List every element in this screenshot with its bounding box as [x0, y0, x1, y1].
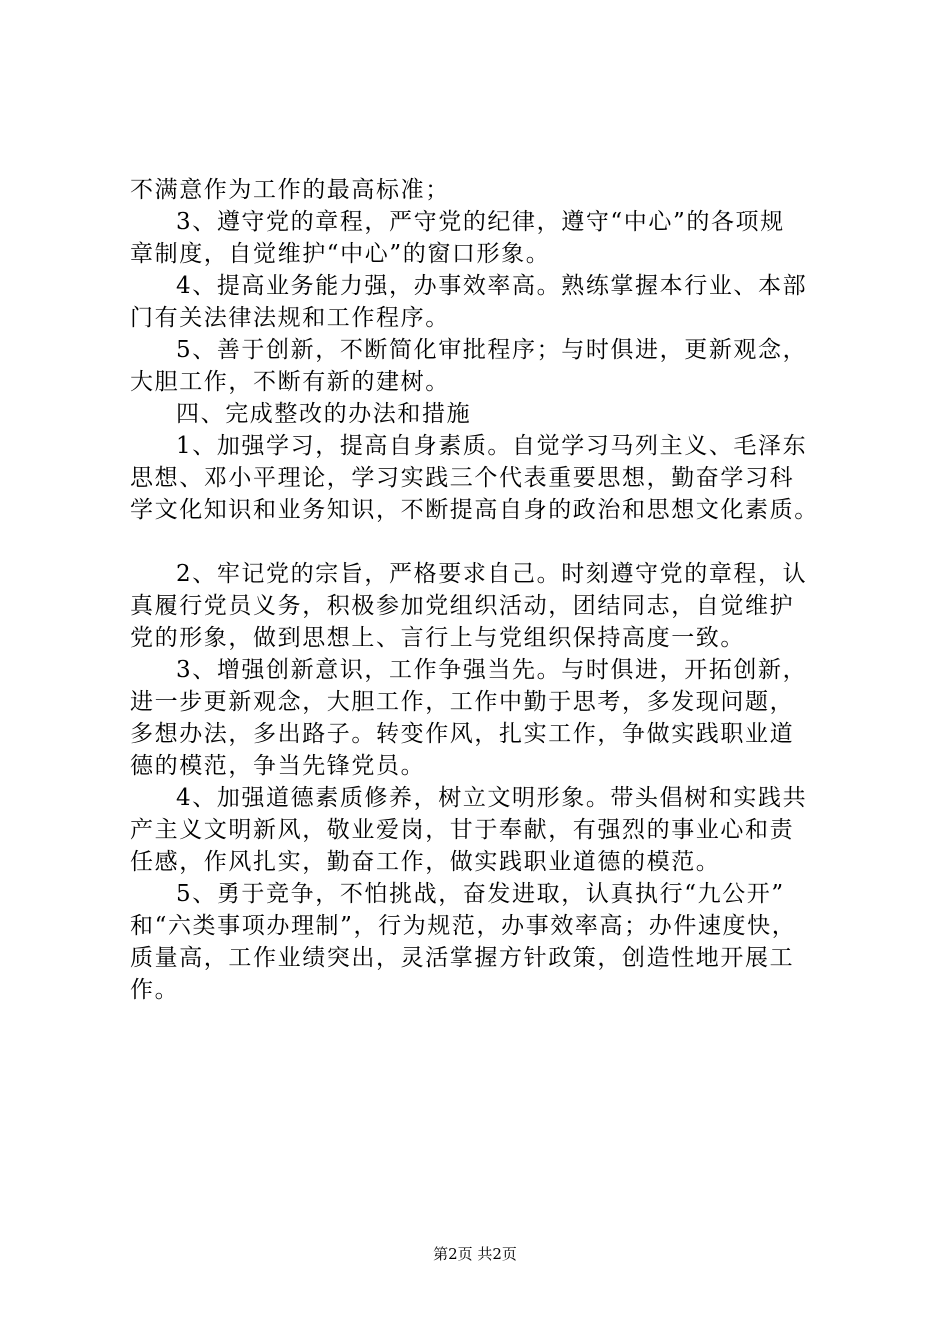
text-line: 产主义文明新风，敬业爱岗，甘于奉献，有强烈的事业心和责	[130, 817, 795, 843]
text-line: 5、勇于竞争，不怕挑战，奋发进取，认真执行“九公开”	[176, 881, 785, 907]
text-line: 不满意作为工作的最高标准；	[130, 177, 450, 203]
text-line: 2、牢记党的宗旨，严格要求自己。时刻遵守党的章程，认	[176, 561, 808, 587]
page-footer: 第2页 共2页	[433, 1245, 517, 1263]
text-line: 4、提高业务能力强，办事效率高。熟练掌握本行业、本部	[176, 273, 808, 299]
text-line: 任感，作风扎实，勤奋工作，做实践职业道德的模范。	[130, 849, 721, 875]
text-line: 1、加强学习，提高自身素质。自觉学习马列主义、毛泽东	[176, 433, 808, 459]
text-line: 3、增强创新意识，工作争强当先。与时俱进，开拓创新，	[176, 657, 808, 683]
text-line: 德的模范，争当先锋党员。	[130, 753, 426, 779]
text-line: 多想办法，多出路子。转变作风，扎实工作，争做实践职业道	[130, 721, 795, 747]
text-line: 真履行党员义务，积极参加党组织活动，团结同志，自觉维护	[130, 593, 795, 619]
text-line: 进一步更新观念，大胆工作，工作中勤于思考，多发现问题，	[130, 689, 795, 715]
text-line: 5、善于创新，不断简化审批程序；与时俱进，更新观念，	[176, 337, 808, 363]
section-heading: 四、完成整改的办法和措施	[176, 401, 472, 427]
text-line: 党的形象，做到思想上、言行上与党组织保持高度一致。	[130, 625, 745, 651]
text-line: 思想、邓小平理论，学习实践三个代表重要思想，勤奋学习科	[130, 465, 795, 491]
paragraph-gap	[130, 526, 850, 558]
text-line: 学文化知识和业务知识，不断提高自身的政治和思想文化素质。	[130, 497, 819, 523]
text-line: 大胆工作，不断有新的建树。	[130, 369, 450, 395]
document-body	[130, 174, 850, 1006]
text-line: 门有关法律法规和工作程序。	[130, 305, 450, 331]
text-line: 和“六类事项办理制”，行为规范，办事效率高；办件速度快，	[130, 913, 797, 939]
text-line: 4、加强道德素质修养，树立文明形象。带头倡树和实践共	[176, 785, 808, 811]
text-line: 质量高，工作业绩突出，灵活掌握方针政策，创造性地开展工	[130, 945, 795, 971]
text-line: 章制度，自觉维护“中心”的窗口形象。	[130, 241, 551, 267]
text-line: 作。	[130, 977, 180, 1003]
text-line: 3、遵守党的章程，严守党的纪律，遵守“中心”的各项规	[176, 209, 785, 235]
